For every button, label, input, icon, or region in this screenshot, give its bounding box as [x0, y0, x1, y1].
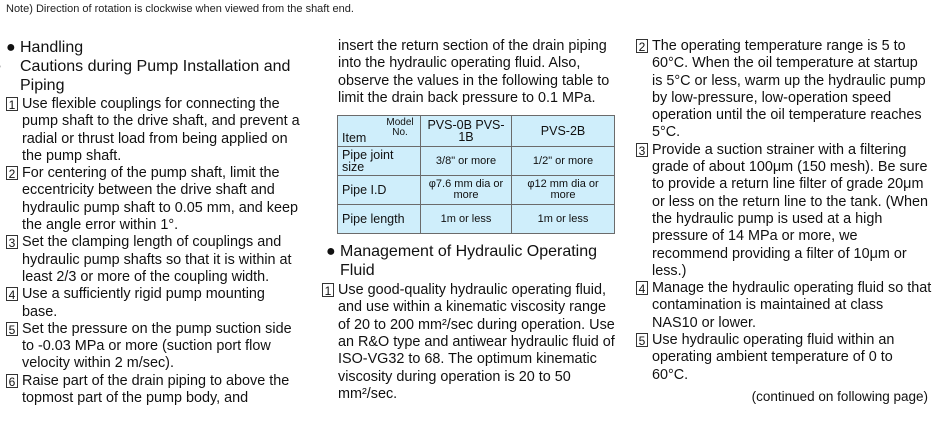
rotation-note: Note) Direction of rotation is clockwise when viewed from the shaft end. — [6, 3, 354, 15]
item-number: 2 — [636, 39, 648, 53]
list-item: 6 Raise part of the drain piping to above the topmost part of the pump body, and — [6, 373, 300, 408]
list-item: 4 Manage the hydraulic operating fluid so that contamination is maintained at class NAS10 or lower. — [636, 280, 932, 332]
list-item: 3 Set the clamping length of couplings and hydraulic pump shafts so that it is within at least 2/3 or more of the coupling width. — [6, 234, 300, 286]
list-item: 1 Use good-quality hydraulic operating fluid, and use within a kinematic viscosity range of 20 to 200 mm²/sec during operation. Use an R&O type and antiwear hydraulic fluid of ISO-VG32 to 68. The optimum kinematic viscosity during operation is 20 to 50 mm²/sec. — [322, 282, 618, 403]
drain-piping-continued: insert the return section of the drain piping into the hydraulic operating fluid. Also, observe the values in the following table to limit the drain back pressure to 0.1 MPa. — [338, 38, 610, 106]
list-item: 1 Use flexible couplings for connecting the pump shaft to the drive shaft, and prevent a radial or thrust load from being applied on the pump shaft. — [6, 96, 300, 165]
item-number: 6 — [6, 374, 18, 388]
table-row: Pipe length 1m or less 1m or less — [338, 205, 615, 234]
list-item: 2 The operating temperature range is 5 to 60°C. When the oil temperature at startup is 5°C or less, warm up the hydraulic pump by low-pressure, low-operation speed operation until the oil temperature reaches 5°C. — [636, 38, 932, 142]
list-item: 3 Provide a suction strainer with a filtering grade of about 100μm (150 mesh). Be sure to provide a return line filter of grade 20μm or less on the return line to the tank. (When the hydraulic pump is used at a high pressure of 14 MPa or more, we recommend providing a filter of 10μm or less.) — [636, 142, 932, 280]
item-number: 3 — [636, 143, 648, 157]
item-number: 5 — [636, 333, 648, 347]
item-number: 3 — [6, 235, 18, 249]
item-number: 4 — [6, 287, 18, 301]
bullet-icon — [0, 57, 6, 76]
column-handling — [6, 38, 300, 407]
heading-installation-cautions: Cautions during Pump Installation and Piping — [6, 57, 300, 95]
column-fluid-continued — [636, 38, 932, 405]
continued-note: (continued on following page) — [751, 388, 928, 404]
list-item: 5 Set the pressure on the pump suction side to -0.03 MPa or more (suction port flow velocity within 2 m/sec). — [6, 321, 300, 373]
item-number: 1 — [6, 97, 18, 111]
bullet-icon: ● — [326, 243, 336, 261]
item-label: Item — [342, 131, 367, 146]
table-row: Pipe I.D φ7.6 mm dia or more φ12 mm dia or more — [338, 176, 615, 205]
column-header-pvs-2b: PVS-2B — [512, 116, 615, 147]
list-item: 2 For centering of the pump shaft, limit the eccentricity between the drive shaft and hydraulic pump shaft to 0.05 mm, and keep the angle error within 1°. — [6, 165, 300, 234]
table-corner-cell — [338, 116, 421, 147]
list-item: 5 Use hydraulic operating fluid within an operating ambient temperature of 0 to 60°C. — [636, 332, 932, 384]
item-number: 5 — [6, 322, 18, 336]
heading-fluid-management: ● Management of Hydraulic Operating Fluid — [326, 243, 598, 280]
column-drain-and-fluid — [322, 38, 618, 403]
heading-handling: ● Handling — [6, 39, 84, 56]
item-number: 1 — [322, 283, 334, 297]
drain-pipe-spec-table — [337, 115, 615, 234]
bullet-icon: ● — [6, 39, 16, 56]
item-number: 2 — [6, 166, 18, 180]
table-row: Pipe joint size 3/8" or more 1/2" or more — [338, 147, 615, 176]
list-item: 4 Use a sufficiently rigid pump mounting base. — [6, 286, 300, 321]
column-header-pvs-0b-1b: PVS-0B PVS-1B — [421, 116, 512, 147]
item-number: 4 — [636, 281, 648, 295]
model-no-label: Model No. — [386, 117, 414, 139]
